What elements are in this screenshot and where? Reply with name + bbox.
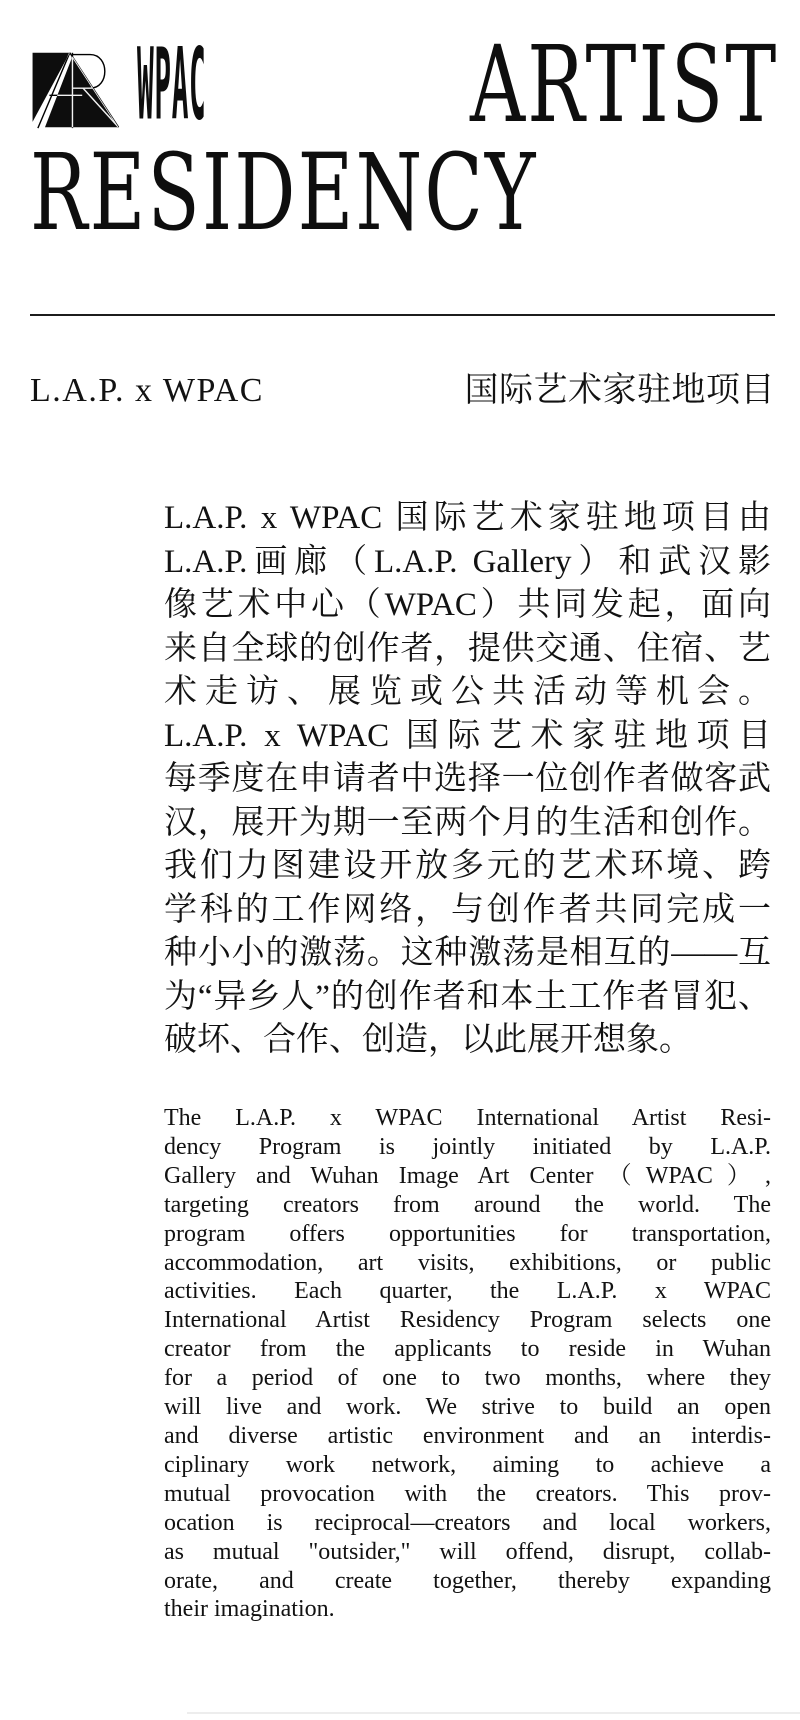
wpac-wordmark: WPAC	[137, 26, 207, 142]
text-line: Gallery and Wuhan Image Art Center（WPAC）,	[164, 1162, 771, 1189]
subheader	[30, 370, 775, 412]
text-line: International Artist Residency Program selects one	[164, 1307, 771, 1334]
text-line: 种小小的激荡。这种激荡是相互的——互	[164, 935, 771, 971]
text-line: targeting creators from around the world. The	[164, 1191, 771, 1218]
text-line: 每季度在申请者中选择一位创作者做客武	[164, 761, 771, 797]
header-divider	[30, 314, 775, 316]
text-line: L.A.P.画廊（L.A.P. Gallery）和武汉影	[164, 543, 771, 580]
text-line: The L.A.P. x WPAC International Artist Resi-	[164, 1105, 771, 1131]
page-title-line-2: RESIDENCY	[30, 131, 538, 254]
text-line: 像艺术中心（WPAC）共同发起，面向	[164, 587, 771, 623]
ar-monogram-icon	[31, 51, 121, 129]
text-line: 汉，展开为期一至两个月的生活和创作。	[164, 804, 771, 841]
text-line: 为“异乡人”的创作者和本土工作者冒犯、	[164, 978, 771, 1015]
text-line: 术走访、展览或公共活动等机会。	[164, 674, 771, 710]
intro-paragraph-zh	[164, 497, 771, 1063]
next-section-divider	[187, 1712, 800, 1714]
text-line: ciplinary work network, aiming to achieve a	[164, 1451, 771, 1478]
program-name-en: L.A.P. x WPAC	[30, 372, 264, 409]
text-line: orate, and create together, thereby expanding	[164, 1567, 771, 1594]
text-line: creator from the applicants to reside in Wuhan	[164, 1336, 771, 1363]
text-line: mutual provocation with the creators. This prov-	[164, 1480, 771, 1507]
text-line: accommodation, art visits, exhibitions, or public	[164, 1249, 771, 1276]
text-line: as mutual "outsider," will offend, disrupt, collab-	[164, 1538, 771, 1565]
text-line: L.A.P. x WPAC 国际艺术家驻地项目	[164, 717, 771, 754]
text-line: 学科的工作网络，与创作者共同完成一	[164, 891, 771, 928]
text-line: 来自全球的创作者，提供交通、住宿、艺	[164, 630, 771, 667]
text-line: program offers opportunities for transportation,	[164, 1220, 771, 1247]
text-line: and diverse artistic environment and an interdis-	[164, 1422, 771, 1449]
text-line: for a period of one to two months, where they	[164, 1365, 771, 1392]
program-name-zh: 国际艺术家驻地项目	[464, 372, 775, 409]
text-line: their imagination.	[164, 1596, 335, 1623]
text-line: activities. Each quarter, the L.A.P. x WPAC	[164, 1278, 771, 1305]
intro-paragraph-en	[164, 1104, 771, 1624]
text-line: ocation is reciprocal—creators and local workers,	[164, 1509, 771, 1536]
text-line: 破坏、合作、创造，以此展开想象。	[164, 1022, 692, 1058]
text-line: 我们力图建设开放多元的艺术环境、跨	[164, 848, 771, 884]
text-line: will live and work. We strive to build an open	[164, 1394, 771, 1421]
text-line: dency Program is jointly initiated by L.A.P.	[164, 1133, 771, 1160]
text-line: L.A.P. x WPAC 国际艺术家驻地项目由	[164, 500, 771, 536]
page-title-line-1: ARTIST	[469, 23, 778, 146]
